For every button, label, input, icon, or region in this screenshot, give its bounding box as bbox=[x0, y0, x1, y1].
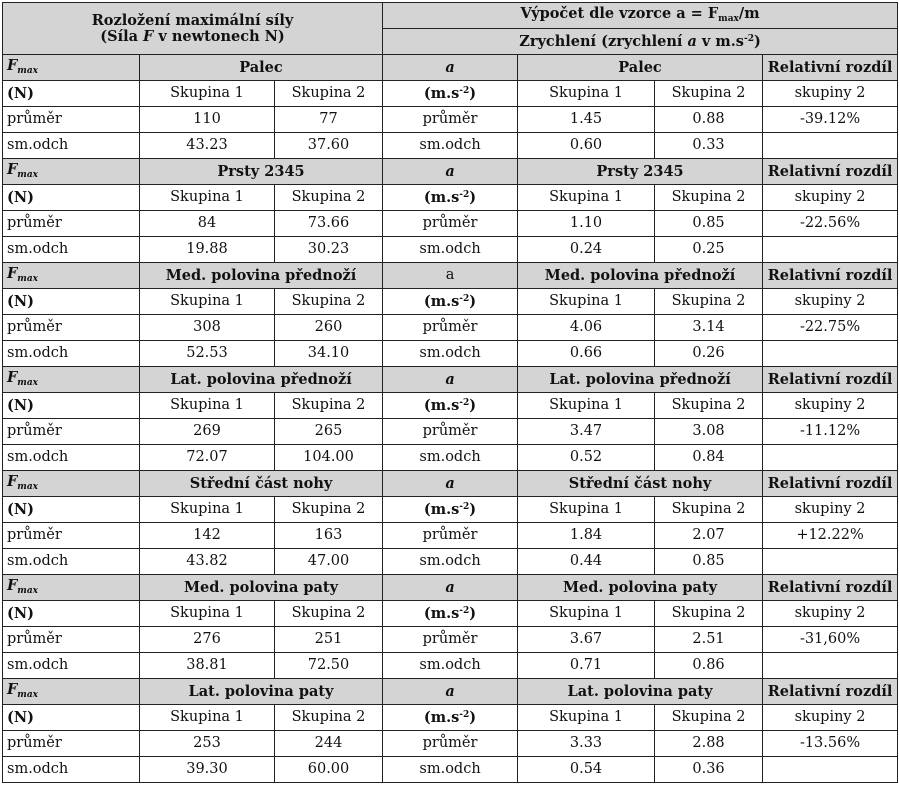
accel-mean-group1: 1.45 bbox=[518, 107, 655, 133]
accel-sd-group2: 0.86 bbox=[655, 653, 763, 679]
force-sd-group1: 38.81 bbox=[140, 653, 275, 679]
units-row bbox=[3, 185, 898, 211]
unit-accel-cell: $(m.s^{-2})$ bbox=[383, 705, 518, 731]
mean-label: průměr bbox=[383, 419, 518, 445]
relative-difference-label: Relativní rozdíl bbox=[763, 159, 898, 185]
accel-mean-group1: 3.33 bbox=[518, 731, 655, 757]
mean-label: průměr bbox=[383, 523, 518, 549]
sd-label: sm.odch bbox=[3, 549, 140, 575]
unit-newton-cell: (N) bbox=[3, 393, 140, 419]
sd-row bbox=[3, 445, 898, 471]
unit-newton-cell: (N) bbox=[3, 81, 140, 107]
relative-group-label: skupiny 2 bbox=[763, 705, 898, 731]
empty-cell bbox=[763, 237, 898, 263]
units-row bbox=[3, 705, 898, 731]
section-header-row bbox=[3, 679, 898, 705]
relative-group-label: skupiny 2 bbox=[763, 393, 898, 419]
accel-sd-group1: 0.54 bbox=[518, 757, 655, 783]
mean-label: průměr bbox=[3, 315, 140, 341]
accel-sd-group2: 0.33 bbox=[655, 133, 763, 159]
units-row bbox=[3, 497, 898, 523]
sd-row bbox=[3, 341, 898, 367]
sd-label: sm.odch bbox=[383, 133, 518, 159]
fmax-label-cell: $F_{max}$ bbox=[3, 575, 140, 601]
unit-accel-cell: $(m.s^{-2})$ bbox=[383, 289, 518, 315]
section-name-accel: Med. polovina přednoží bbox=[518, 263, 763, 289]
sd-row bbox=[3, 237, 898, 263]
force-mean-group1: 269 bbox=[140, 419, 275, 445]
accel-sd-group1: 0.52 bbox=[518, 445, 655, 471]
section-name-force: Palec bbox=[140, 55, 383, 81]
fmax-label-cell: $F_{max}$ bbox=[3, 679, 140, 705]
accel-sd-group2: 0.26 bbox=[655, 341, 763, 367]
mean-label: průměr bbox=[3, 523, 140, 549]
group1-label: Skupina 1 bbox=[518, 81, 655, 107]
accel-sd-group2: 0.25 bbox=[655, 237, 763, 263]
force-mean-group2: 244 bbox=[275, 731, 383, 757]
sd-label: sm.odch bbox=[3, 133, 140, 159]
accel-mean-group2: 3.14 bbox=[655, 315, 763, 341]
relative-group-label: skupiny 2 bbox=[763, 497, 898, 523]
mean-row bbox=[3, 419, 898, 445]
a-symbol-cell: a bbox=[383, 367, 518, 393]
fmax-label-cell: $F_{max}$ bbox=[3, 55, 140, 81]
force-sd-group2: 37.60 bbox=[275, 133, 383, 159]
relative-difference-label: Relativní rozdíl bbox=[763, 679, 898, 705]
section-name-force: Střední část nohy bbox=[140, 471, 383, 497]
group2-label: Skupina 2 bbox=[275, 705, 383, 731]
section-name-accel: Střední část nohy bbox=[518, 471, 763, 497]
a-symbol-cell: a bbox=[383, 263, 518, 289]
force-mean-group2: 77 bbox=[275, 107, 383, 133]
group2-label: Skupina 2 bbox=[655, 185, 763, 211]
relative-difference-value: -22.56% bbox=[763, 211, 898, 237]
a-symbol-cell: a bbox=[383, 159, 518, 185]
section-name-accel: Lat. polovina paty bbox=[518, 679, 763, 705]
sd-row bbox=[3, 653, 898, 679]
relative-difference-label: Relativní rozdíl bbox=[763, 55, 898, 81]
group2-label: Skupina 2 bbox=[275, 289, 383, 315]
mean-row bbox=[3, 315, 898, 341]
unit-accel-cell: $(m.s^{-2})$ bbox=[383, 81, 518, 107]
group1-label: Skupina 1 bbox=[518, 393, 655, 419]
empty-cell bbox=[763, 445, 898, 471]
mean-label: průměr bbox=[383, 211, 518, 237]
left-header-subtitle: (Síla F v newtonech N) bbox=[100, 27, 285, 45]
accel-sd-group2: 0.36 bbox=[655, 757, 763, 783]
group1-label: Skupina 1 bbox=[518, 705, 655, 731]
sd-label: sm.odch bbox=[383, 653, 518, 679]
group2-label: Skupina 2 bbox=[275, 185, 383, 211]
section-name-accel: Med. polovina paty bbox=[518, 575, 763, 601]
group1-label: Skupina 1 bbox=[518, 601, 655, 627]
force-mean-group2: 251 bbox=[275, 627, 383, 653]
formula-header-cell: Výpočet dle vzorce $a = F_{max}/m$ bbox=[383, 3, 898, 29]
empty-cell bbox=[763, 133, 898, 159]
header-row-1 bbox=[3, 3, 898, 29]
group1-label: Skupina 1 bbox=[140, 289, 275, 315]
mean-label: průměr bbox=[3, 627, 140, 653]
empty-cell bbox=[763, 341, 898, 367]
force-mean-group1: 253 bbox=[140, 731, 275, 757]
sd-label: sm.odch bbox=[3, 445, 140, 471]
accel-mean-group1: 3.47 bbox=[518, 419, 655, 445]
section-name-force: Lat. polovina paty bbox=[140, 679, 383, 705]
force-sd-group2: 104.00 bbox=[275, 445, 383, 471]
sd-row bbox=[3, 757, 898, 783]
section-header-row bbox=[3, 367, 898, 393]
accel-mean-group2: 0.88 bbox=[655, 107, 763, 133]
sd-label: sm.odch bbox=[383, 549, 518, 575]
force-sd-group1: 72.07 bbox=[140, 445, 275, 471]
mean-row bbox=[3, 627, 898, 653]
section-header-row bbox=[3, 263, 898, 289]
sd-label: sm.odch bbox=[3, 653, 140, 679]
accel-mean-group2: 0.85 bbox=[655, 211, 763, 237]
section-header-row bbox=[3, 55, 898, 81]
force-sd-group1: 43.82 bbox=[140, 549, 275, 575]
group2-label: Skupina 2 bbox=[275, 81, 383, 107]
mean-row bbox=[3, 211, 898, 237]
relative-difference-value: -39.12% bbox=[763, 107, 898, 133]
group1-label: Skupina 1 bbox=[518, 289, 655, 315]
accel-sd-group2: 0.84 bbox=[655, 445, 763, 471]
relative-group-label: skupiny 2 bbox=[763, 81, 898, 107]
force-sd-group2: 60.00 bbox=[275, 757, 383, 783]
force-sd-group1: 19.88 bbox=[140, 237, 275, 263]
relative-difference-label: Relativní rozdíl bbox=[763, 263, 898, 289]
group1-label: Skupina 1 bbox=[518, 185, 655, 211]
group2-label: Skupina 2 bbox=[655, 601, 763, 627]
relative-group-label: skupiny 2 bbox=[763, 185, 898, 211]
left-header-title: Rozložení maximální síly bbox=[91, 11, 294, 29]
unit-newton-cell: (N) bbox=[3, 289, 140, 315]
section-name-force: Med. polovina paty bbox=[140, 575, 383, 601]
units-row bbox=[3, 601, 898, 627]
unit-accel-cell: $(m.s^{-2})$ bbox=[383, 393, 518, 419]
force-mean-group1: 276 bbox=[140, 627, 275, 653]
empty-cell bbox=[763, 653, 898, 679]
left-header-cell bbox=[3, 3, 383, 55]
section-header-row bbox=[3, 159, 898, 185]
accel-mean-group2: 3.08 bbox=[655, 419, 763, 445]
mean-label: průměr bbox=[383, 627, 518, 653]
empty-cell bbox=[763, 549, 898, 575]
accel-mean-group2: 2.07 bbox=[655, 523, 763, 549]
accel-sd-group1: 0.66 bbox=[518, 341, 655, 367]
force-sd-group1: 39.30 bbox=[140, 757, 275, 783]
section-name-accel: Palec bbox=[518, 55, 763, 81]
section-header-row bbox=[3, 471, 898, 497]
mean-label: průměr bbox=[3, 731, 140, 757]
unit-newton-cell: (N) bbox=[3, 705, 140, 731]
mean-row bbox=[3, 523, 898, 549]
sd-label: sm.odch bbox=[3, 757, 140, 783]
force-sd-group2: 72.50 bbox=[275, 653, 383, 679]
sd-row bbox=[3, 133, 898, 159]
accel-mean-group2: 2.88 bbox=[655, 731, 763, 757]
accel-sd-group2: 0.85 bbox=[655, 549, 763, 575]
force-mean-group2: 260 bbox=[275, 315, 383, 341]
group1-label: Skupina 1 bbox=[140, 185, 275, 211]
a-symbol-cell: a bbox=[383, 55, 518, 81]
group2-label: Skupina 2 bbox=[655, 497, 763, 523]
a-symbol-cell: a bbox=[383, 575, 518, 601]
mean-label: průměr bbox=[383, 315, 518, 341]
force-mean-group1: 142 bbox=[140, 523, 275, 549]
section-name-accel: Lat. polovina přednoží bbox=[518, 367, 763, 393]
accel-mean-group1: 1.84 bbox=[518, 523, 655, 549]
sd-label: sm.odch bbox=[383, 341, 518, 367]
unit-newton-cell: (N) bbox=[3, 601, 140, 627]
group2-label: Skupina 2 bbox=[655, 289, 763, 315]
group2-label: Skupina 2 bbox=[275, 497, 383, 523]
group2-label: Skupina 2 bbox=[655, 705, 763, 731]
empty-cell bbox=[763, 757, 898, 783]
relative-difference-value: -11.12% bbox=[763, 419, 898, 445]
unit-newton-cell: (N) bbox=[3, 497, 140, 523]
force-mean-group2: 265 bbox=[275, 419, 383, 445]
relative-difference-value: -22.75% bbox=[763, 315, 898, 341]
accel-mean-group1: 1.10 bbox=[518, 211, 655, 237]
group1-label: Skupina 1 bbox=[140, 705, 275, 731]
sd-label: sm.odch bbox=[3, 341, 140, 367]
group1-label: Skupina 1 bbox=[140, 81, 275, 107]
force-distribution-table bbox=[2, 2, 898, 783]
group2-label: Skupina 2 bbox=[275, 393, 383, 419]
group1-label: Skupina 1 bbox=[140, 601, 275, 627]
relative-difference-value: -31,60% bbox=[763, 627, 898, 653]
a-symbol-cell: a bbox=[383, 471, 518, 497]
mean-row bbox=[3, 107, 898, 133]
unit-accel-cell: $(m.s^{-2})$ bbox=[383, 185, 518, 211]
accel-sd-group1: 0.60 bbox=[518, 133, 655, 159]
group1-label: Skupina 1 bbox=[140, 393, 275, 419]
mean-label: průměr bbox=[3, 107, 140, 133]
relative-group-label: skupiny 2 bbox=[763, 289, 898, 315]
relative-difference-label: Relativní rozdíl bbox=[763, 471, 898, 497]
a-symbol-cell: a bbox=[383, 679, 518, 705]
accel-mean-group1: 4.06 bbox=[518, 315, 655, 341]
sd-label: sm.odch bbox=[383, 237, 518, 263]
unit-newton-cell: (N) bbox=[3, 185, 140, 211]
sd-label: sm.odch bbox=[3, 237, 140, 263]
force-sd-group1: 43.23 bbox=[140, 133, 275, 159]
force-sd-group2: 47.00 bbox=[275, 549, 383, 575]
units-row bbox=[3, 393, 898, 419]
relative-difference-label: Relativní rozdíl bbox=[763, 367, 898, 393]
force-sd-group1: 52.53 bbox=[140, 341, 275, 367]
relative-difference-value: -13.56% bbox=[763, 731, 898, 757]
relative-difference-label: Relativní rozdíl bbox=[763, 575, 898, 601]
force-mean-group2: 73.66 bbox=[275, 211, 383, 237]
mean-label: průměr bbox=[383, 731, 518, 757]
group1-label: Skupina 1 bbox=[140, 497, 275, 523]
force-sd-group2: 30.23 bbox=[275, 237, 383, 263]
sd-label: sm.odch bbox=[383, 445, 518, 471]
unit-accel-cell: $(m.s^{-2})$ bbox=[383, 601, 518, 627]
force-mean-group1: 84 bbox=[140, 211, 275, 237]
fmax-label-cell: $F_{max}$ bbox=[3, 159, 140, 185]
group1-label: Skupina 1 bbox=[518, 497, 655, 523]
mean-label: průměr bbox=[3, 419, 140, 445]
accel-mean-group2: 2.51 bbox=[655, 627, 763, 653]
force-sd-group2: 34.10 bbox=[275, 341, 383, 367]
unit-accel-cell: $(m.s^{-2})$ bbox=[383, 497, 518, 523]
acceleration-header-cell: Zrychlení (zrychlení a v $m.s^{-2}$) bbox=[383, 29, 898, 55]
force-mean-group1: 308 bbox=[140, 315, 275, 341]
section-header-row bbox=[3, 575, 898, 601]
accel-mean-group1: 3.67 bbox=[518, 627, 655, 653]
mean-label: průměr bbox=[3, 211, 140, 237]
section-name-force: Med. polovina přednoží bbox=[140, 263, 383, 289]
units-row bbox=[3, 289, 898, 315]
accel-sd-group1: 0.44 bbox=[518, 549, 655, 575]
fmax-label-cell: $F_{max}$ bbox=[3, 263, 140, 289]
section-name-force: Lat. polovina přednoží bbox=[140, 367, 383, 393]
section-name-force: Prsty 2345 bbox=[140, 159, 383, 185]
relative-group-label: skupiny 2 bbox=[763, 601, 898, 627]
force-mean-group2: 163 bbox=[275, 523, 383, 549]
accel-sd-group1: 0.24 bbox=[518, 237, 655, 263]
force-distribution-table-wrapper bbox=[2, 2, 897, 783]
group2-label: Skupina 2 bbox=[655, 81, 763, 107]
group2-label: Skupina 2 bbox=[275, 601, 383, 627]
mean-row bbox=[3, 731, 898, 757]
group2-label: Skupina 2 bbox=[655, 393, 763, 419]
sd-row bbox=[3, 549, 898, 575]
mean-label: průměr bbox=[383, 107, 518, 133]
force-mean-group1: 110 bbox=[140, 107, 275, 133]
sd-label: sm.odch bbox=[383, 757, 518, 783]
section-name-accel: Prsty 2345 bbox=[518, 159, 763, 185]
accel-sd-group1: 0.71 bbox=[518, 653, 655, 679]
fmax-label-cell: $F_{max}$ bbox=[3, 471, 140, 497]
units-row bbox=[3, 81, 898, 107]
fmax-label-cell: $F_{max}$ bbox=[3, 367, 140, 393]
relative-difference-value: +12.22% bbox=[763, 523, 898, 549]
